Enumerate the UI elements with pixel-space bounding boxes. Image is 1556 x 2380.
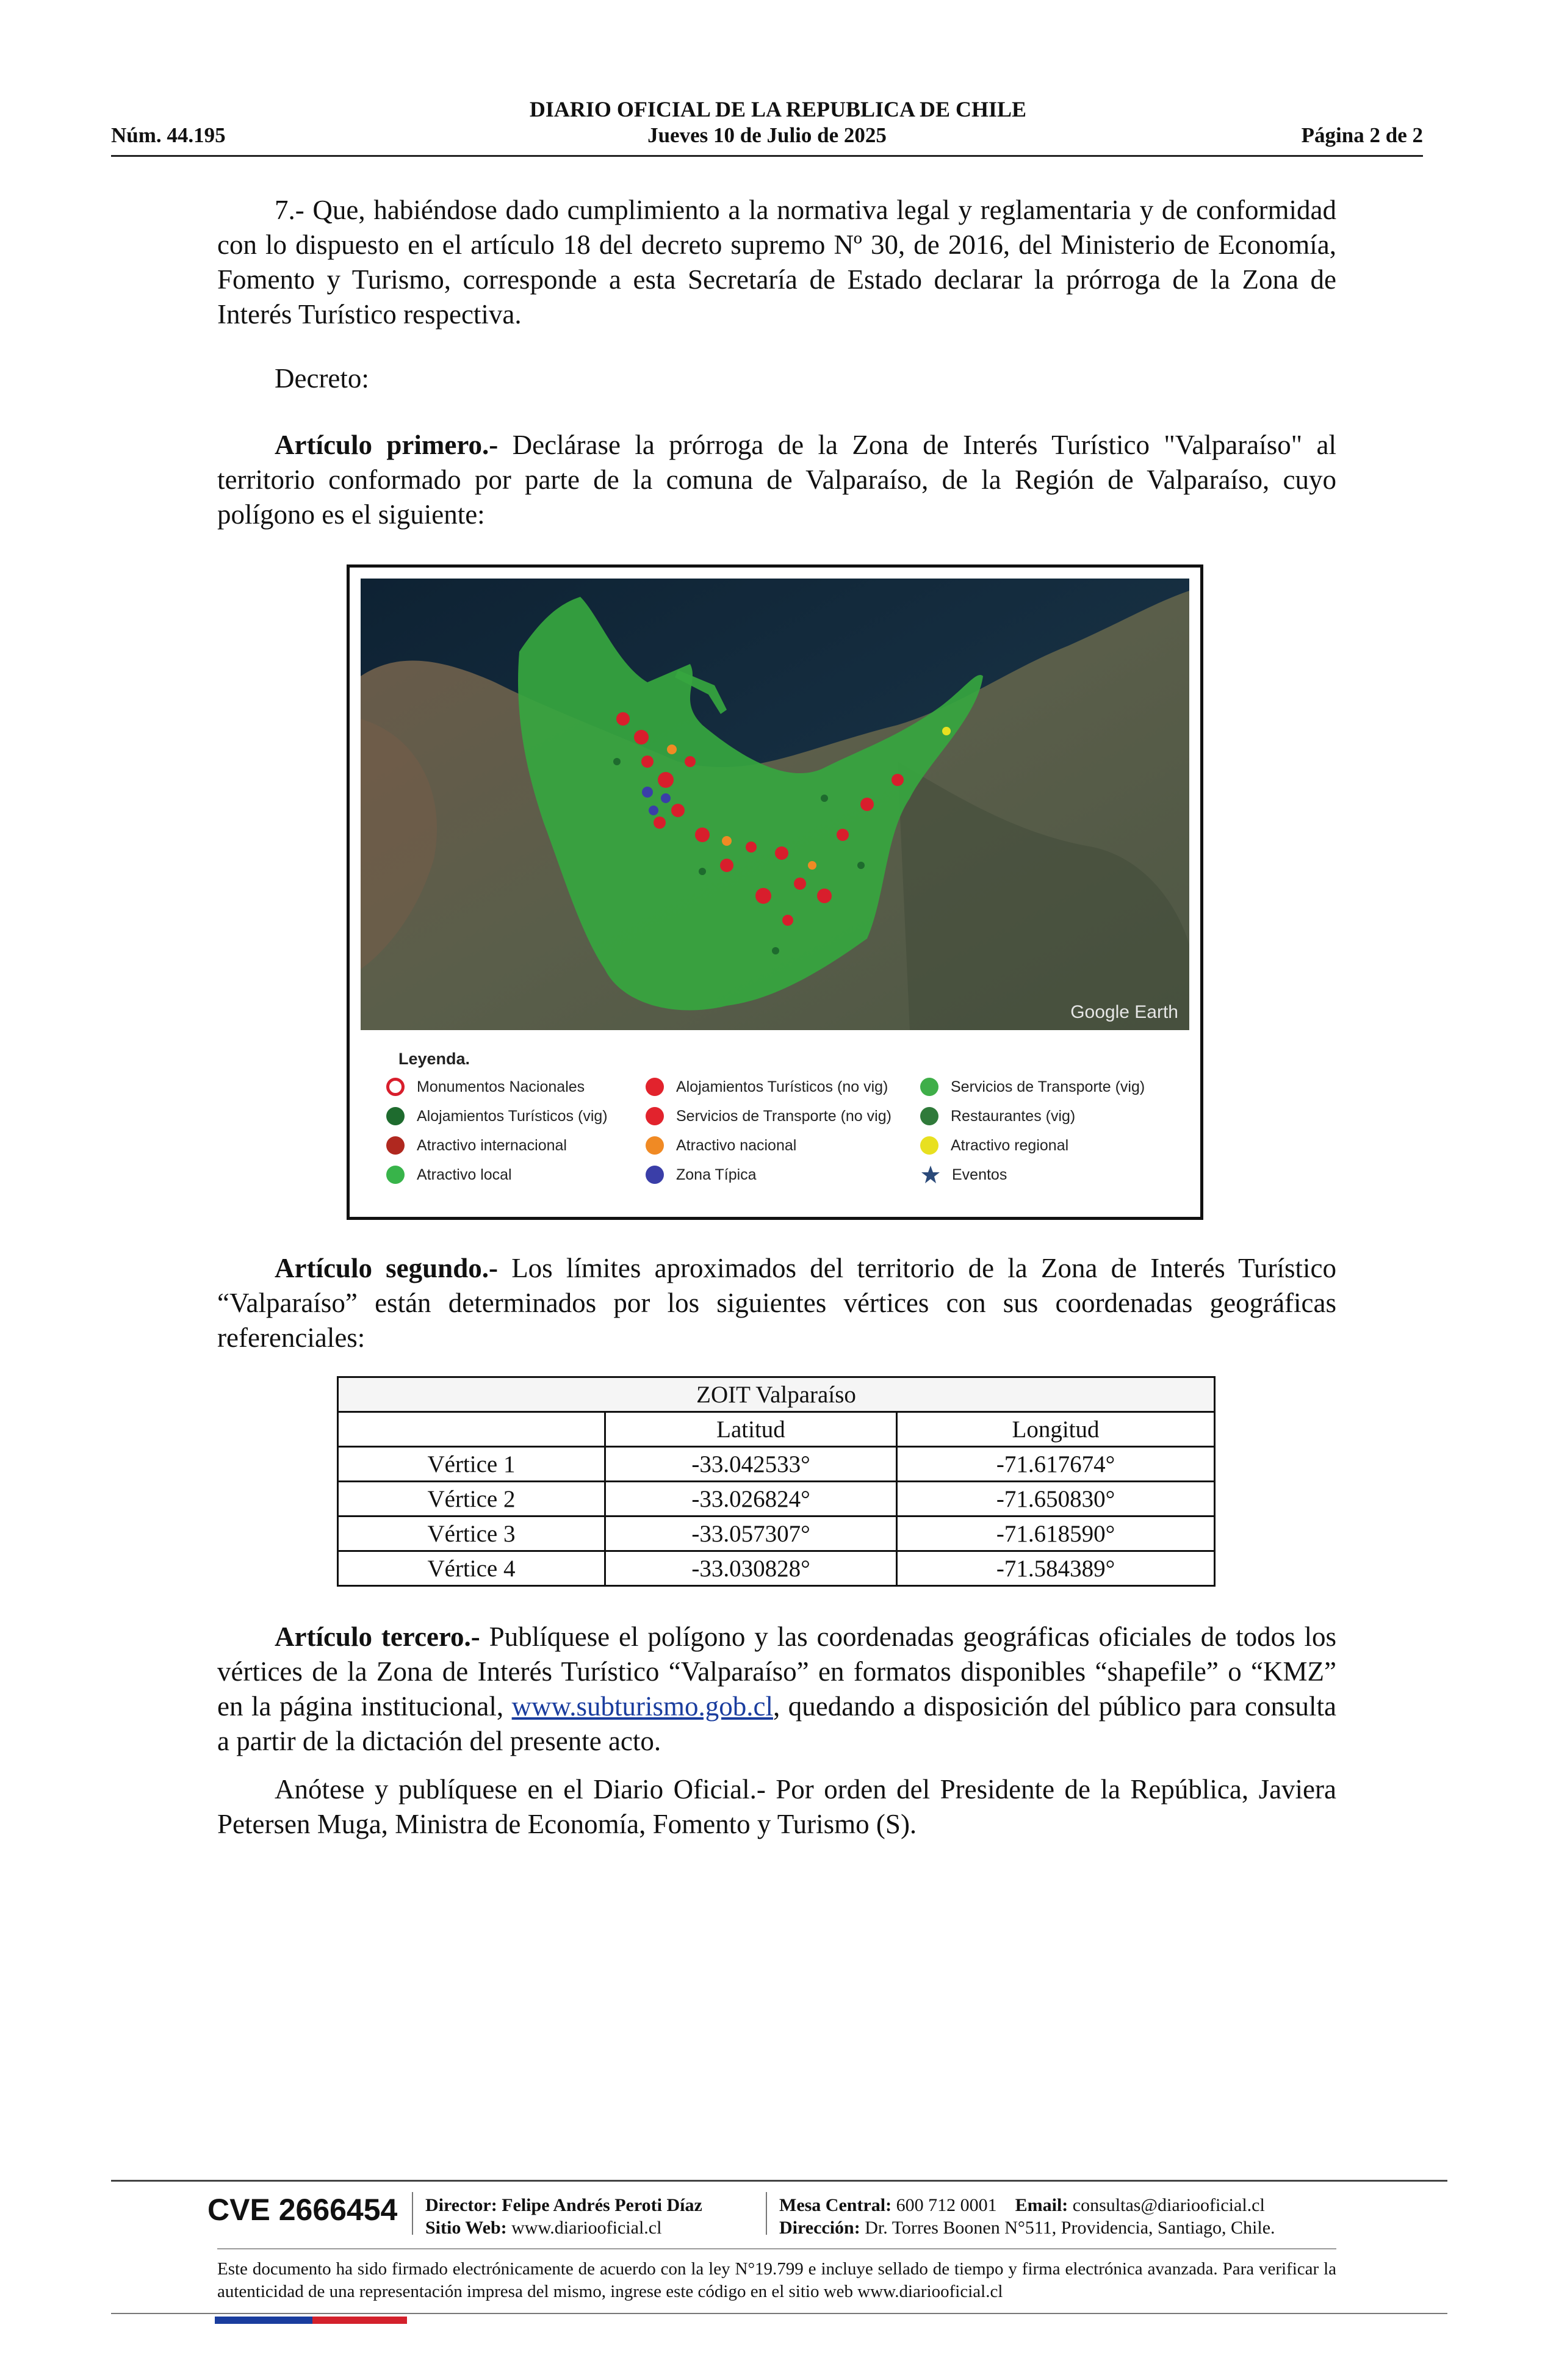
dot-icon: [386, 1166, 405, 1184]
legend-item: Servicios de Transporte (no vig): [646, 1103, 891, 1129]
footer-director-block: Director: Felipe Andrés Peroti Díaz Sitio Web: www.diariooficial.cl: [425, 2195, 702, 2238]
dot-icon: [920, 1078, 938, 1096]
flag-stripe-red: [312, 2317, 407, 2324]
table-row: [338, 1482, 1215, 1516]
legend-item: Monumentos Nacionales: [386, 1074, 585, 1100]
table-header-row: [338, 1412, 1215, 1447]
table-header: Longitud: [897, 1412, 1215, 1447]
table-cell: -33.030828°: [605, 1551, 897, 1586]
ring-icon: [386, 1078, 405, 1096]
dot-icon: [646, 1136, 664, 1155]
legend-item: Eventos: [920, 1162, 1007, 1188]
article-3-label: Artículo tercero.-: [275, 1621, 480, 1652]
dot-icon: [646, 1107, 664, 1125]
header-row: [111, 123, 1423, 151]
zoit-map-figure: [347, 564, 1203, 1220]
article-1-label: Artículo primero.-: [275, 430, 499, 460]
legend-item: Alojamientos Turísticos (vig): [386, 1103, 608, 1129]
table-cell: -33.057307°: [605, 1516, 897, 1551]
legend-item: Atractivo nacional: [646, 1133, 796, 1158]
decreto-heading: Decreto:: [275, 363, 369, 394]
subturismo-link[interactable]: www.subturismo.gob.cl: [511, 1691, 773, 1722]
table-title: ZOIT Valparaíso: [338, 1377, 1215, 1412]
legend-item: Servicios de Transporte (vig): [920, 1074, 1145, 1100]
dot-icon: [646, 1166, 664, 1184]
table-row: [338, 1516, 1215, 1551]
table-header: [338, 1412, 605, 1447]
satellite-map: [361, 579, 1189, 1030]
header-divider: [111, 155, 1423, 157]
table-cell: -71.618590°: [897, 1516, 1215, 1551]
legend-item: Atractivo local: [386, 1162, 512, 1188]
dot-icon: [920, 1107, 938, 1125]
legend-item: Zona Típica: [646, 1162, 757, 1188]
article-2: Artículo segundo.- Los límites aproximados del territorio de la Zona de Interés Turístico “Valparaíso” están determinados por los siguientes vértices con sus coordenadas geográficas referenciales:: [217, 1253, 1337, 1353]
table-cell: -71.650830°: [897, 1482, 1215, 1516]
table-header: Latitud: [605, 1412, 897, 1447]
legend-item: Atractivo regional: [920, 1133, 1068, 1158]
cve-code: CVE 2666454: [207, 2193, 398, 2227]
legend-item: Alojamientos Turísticos (no vig): [646, 1074, 888, 1100]
footer-divider-bottom: [111, 2313, 1447, 2314]
footer-separator: [412, 2192, 413, 2235]
dot-icon: [386, 1107, 405, 1125]
table-row: [338, 1447, 1215, 1482]
footer-divider-mid: [217, 2248, 1336, 2249]
table-row: [338, 1551, 1215, 1586]
issue-date: Jueves 10 de Julio de 2025: [647, 123, 887, 147]
footer-separator: [766, 2192, 767, 2235]
star-icon: [920, 1164, 941, 1185]
table-cell: Vértice 1: [338, 1447, 605, 1482]
journal-title: DIARIO OFICIAL DE LA REPUBLICA DE CHILE: [529, 97, 1027, 121]
footer-divider: [111, 2180, 1447, 2182]
table-cell: -33.042533°: [605, 1447, 897, 1482]
footer-legal-note: Este documento ha sido firmado electrónicamente de acuerdo con la ley N°19.799 e incluye sellado de tiempo y firma electrónica avanzada. Para verificar la autenticidad de una representación impresa del mismo, ingrese este código en el sitio web www.diariooficial.cl: [217, 2259, 1336, 2301]
google-earth-watermark: Google Earth: [1070, 1002, 1178, 1022]
article-1: Artículo primero.- Declárase la prórroga de la Zona de Interés Turístico "Valparaíso" al territorio conformado por parte de la comuna de Valparaíso, de la Región de Valparaíso, cuyo polígono es el siguiente:: [217, 430, 1336, 530]
legend-item: Atractivo internacional: [386, 1133, 567, 1158]
paragraph-7: 7.- Que, habiéndose dado cumplimiento a la normativa legal y reglamentaria y de conformidad con lo dispuesto en el artículo 18 del decreto supremo Nº 30, de 2016, del Ministerio de Economía, Fomento y Turismo, corresponde a esta Secretaría de Estado declarar la prórroga de la Zona de Interés Turístico respectiva.: [217, 195, 1336, 330]
table-cell: Vértice 3: [338, 1516, 605, 1551]
issue-number: Núm. 44.195: [111, 123, 226, 147]
legend-item: Restaurantes (vig): [920, 1103, 1075, 1129]
dot-icon: [386, 1136, 405, 1155]
footer-contact-block: Mesa Central: 600 712 0001 Email: consultas@diariooficial.cl Dirección: Dr. Torres Boonen N°511, Providencia, Santiago, Chile.: [779, 2195, 1275, 2238]
map-legend: [386, 1050, 1180, 1208]
table-title-row: [338, 1377, 1215, 1412]
closing-paragraph: Anótese y publíquese en el Diario Oficial.- Por orden del Presidente de la República, Javiera Petersen Muga, Ministra de Economía, Fomento y Turismo (S).: [217, 1774, 1336, 1839]
dot-icon: [920, 1136, 938, 1155]
table-cell: -33.026824°: [605, 1482, 897, 1516]
table-cell: Vértice 2: [338, 1482, 605, 1516]
legend-title: Leyenda.: [398, 1050, 470, 1068]
footer-website[interactable]: www.diariooficial.cl: [511, 2218, 662, 2238]
page-number: Página 2 de 2: [1301, 123, 1423, 147]
table-cell: -71.617674°: [897, 1447, 1215, 1482]
flag-stripe-blue: [215, 2317, 312, 2324]
dot-icon: [646, 1078, 664, 1096]
table-cell: Vértice 4: [338, 1551, 605, 1586]
article-3: Artículo tercero.- Publíquese el polígono y las coordenadas geográficas oficiales de todos los vértices de la Zona de Interés Turístico “Valparaíso” en formatos disponibles “shapefile” o “KMZ” en la página institucional, www.subturismo.gob.cl, quedando a disposición del público para consulta a partir de la dictación del presente acto.: [217, 1621, 1337, 1756]
article-2-label: Artículo segundo.-: [275, 1253, 498, 1283]
coordinates-table: [337, 1376, 1216, 1587]
table-cell: -71.584389°: [897, 1551, 1215, 1586]
footer-email[interactable]: consultas@diariooficial.cl: [1072, 2195, 1265, 2215]
